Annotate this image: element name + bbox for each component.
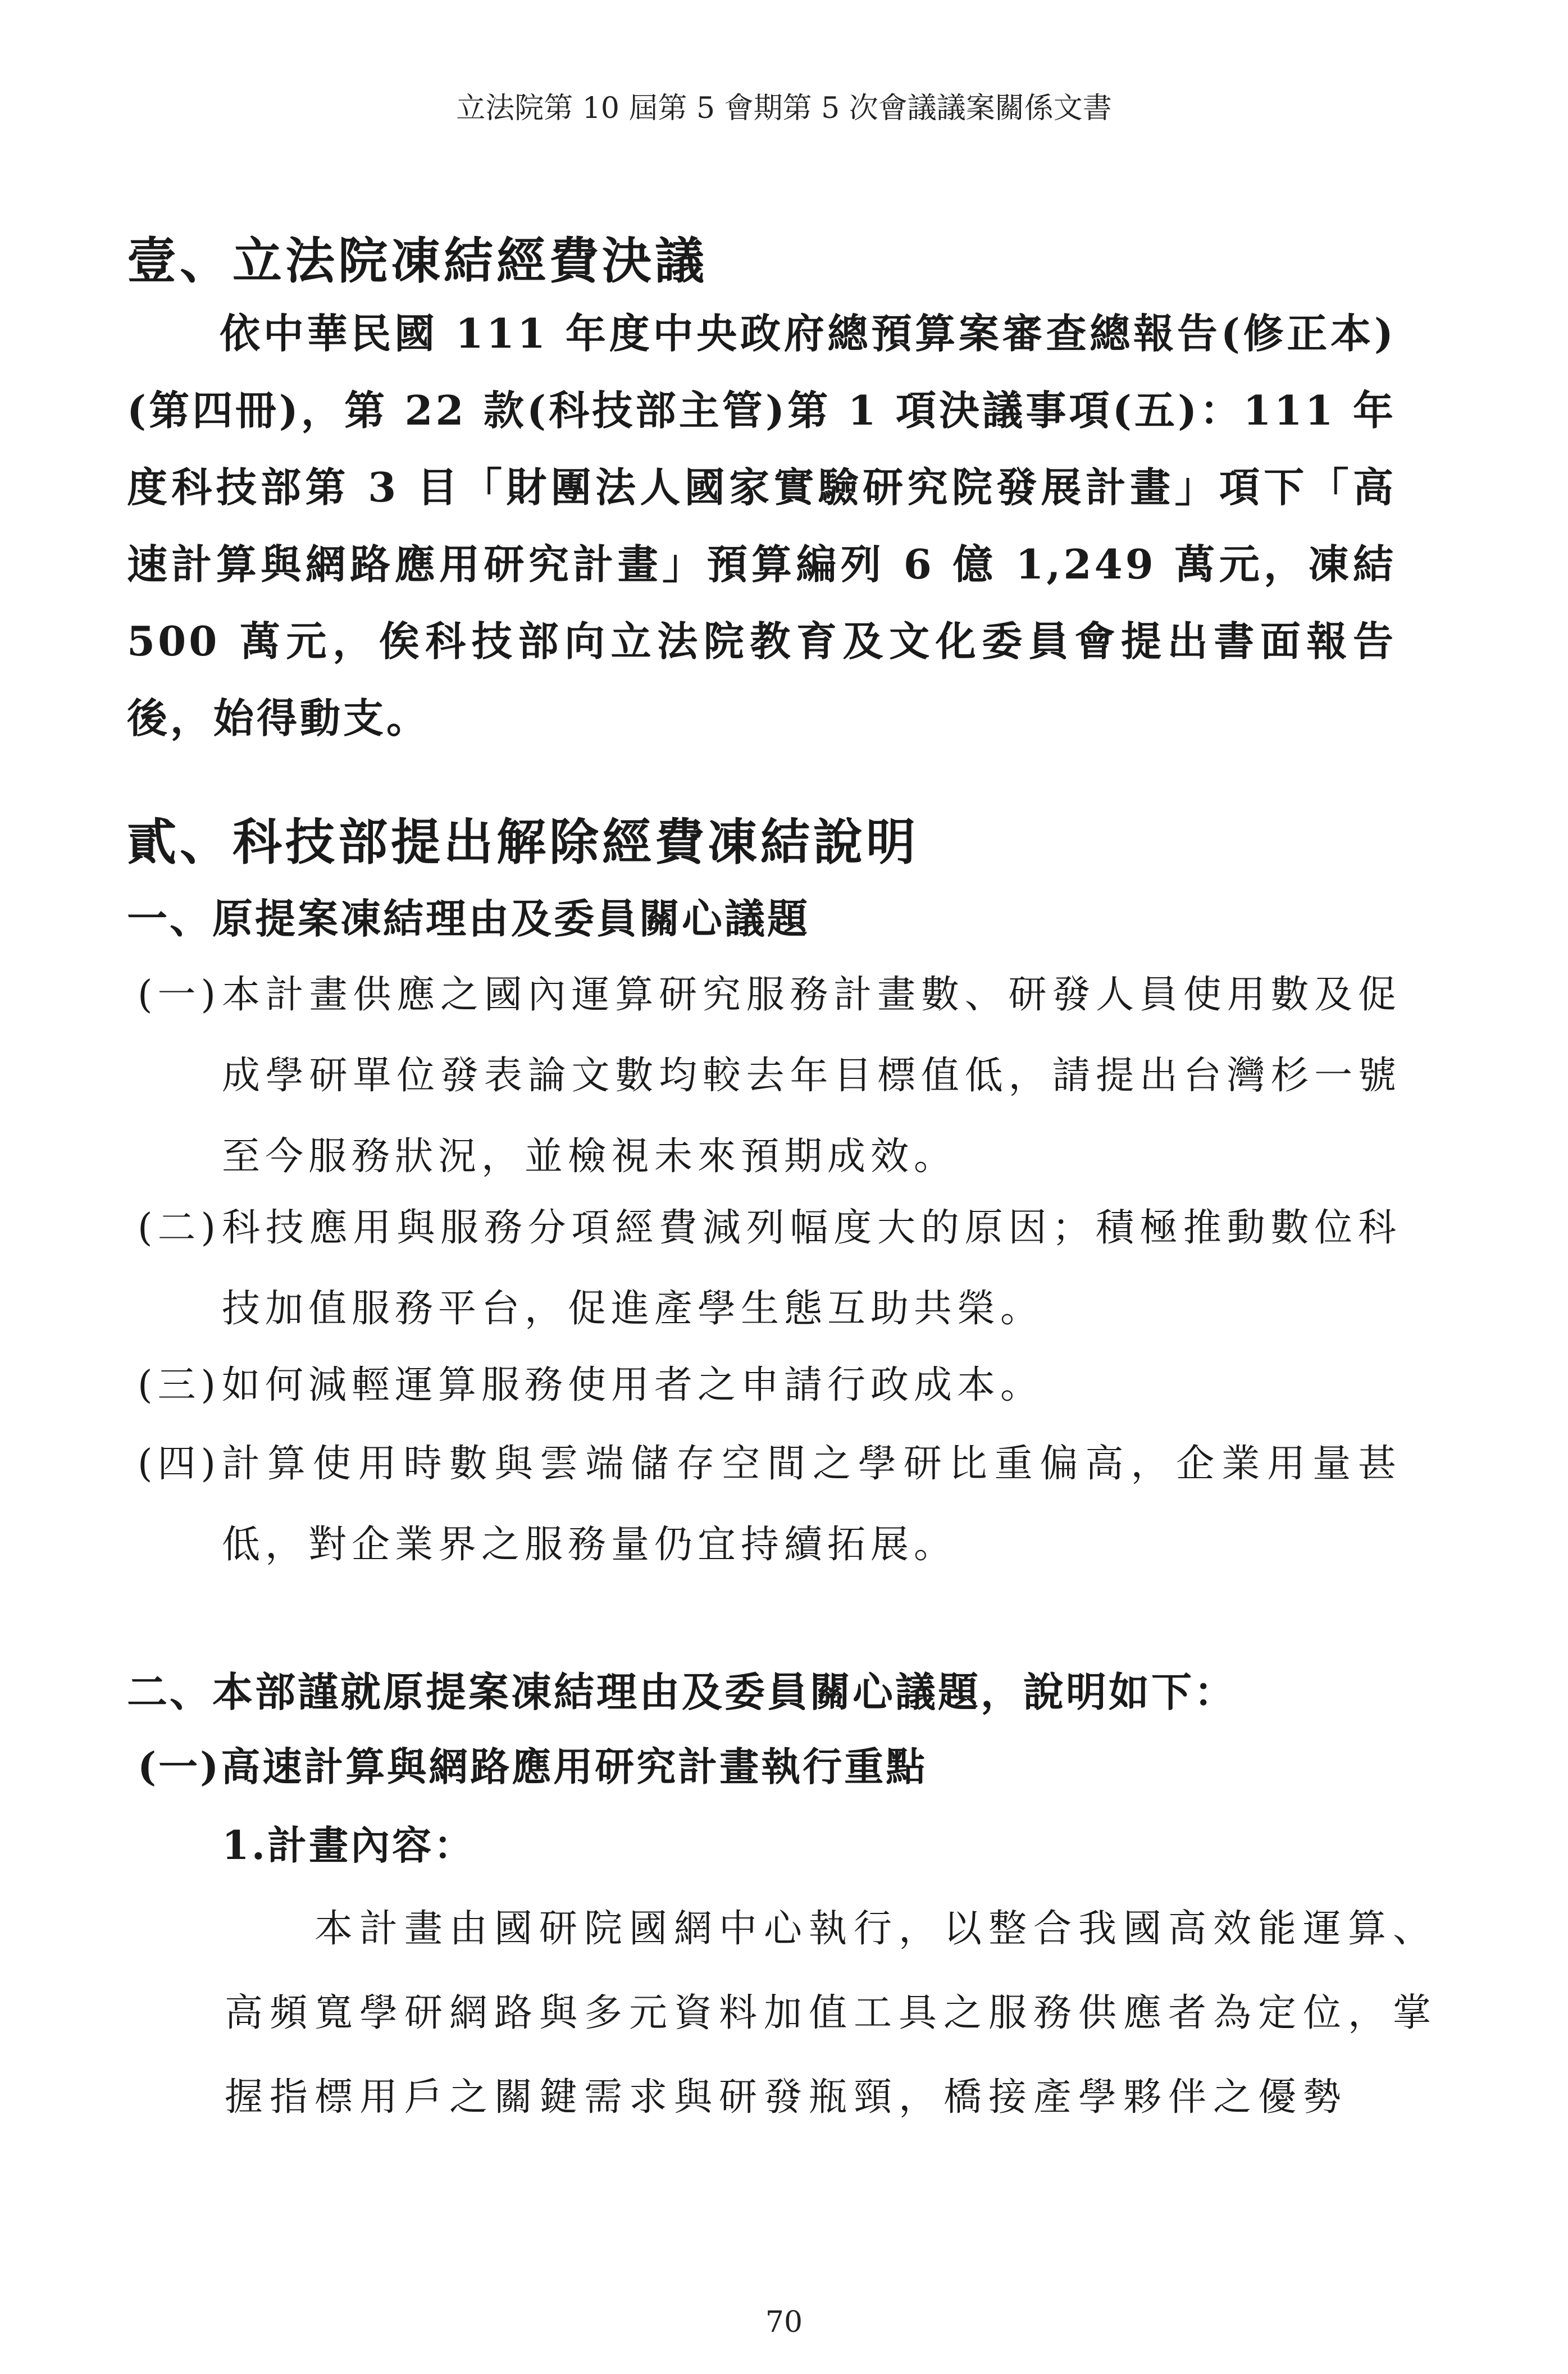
subsection-2-sub-heading: (一)高速計算與網路應用研究計畫執行重點 xyxy=(138,1743,928,1790)
section-2-heading: 貳、科技部提出解除經費凍結說明 xyxy=(127,813,919,871)
list-item-number: (三) xyxy=(138,1363,221,1407)
page-number: 70 xyxy=(765,2305,803,2339)
page-header: 立法院第 10 屆第 5 會期第 5 次會議議案關係文書 xyxy=(456,92,1112,125)
list-item-text: 本計畫供應之國內運算研究服務計畫數、研發人員使用數及促成學研單位發表論文數均較去年目標值低，請提出台灣杉一號至今服務狀況，並檢視未來預期成效。 xyxy=(222,973,1401,1179)
subsection-1-heading: 一、原提案凍結理由及委員關心議題 xyxy=(127,895,810,942)
subsection-2-heading: 二、本部謹就原提案凍結理由及委員關心議題，說明如下： xyxy=(127,1668,1237,1716)
point-heading: 1.計畫內容： xyxy=(222,1822,476,1869)
list-item-number: (二) xyxy=(138,1206,221,1250)
section-1-heading: 壹、立法院凍結經費決議 xyxy=(127,231,708,290)
section-1-paragraph: 依中華民國 111 年度中央政府總預算案審查總報告(修正本)(第四冊)，第 22 款(科技部主管)第 1 項決議事項(五)：111 年度科技部第 3 目「財團法人國家實驗研究院發展計畫」項下「高速計算與網路應用研究計畫」預算編列 6 億 1,249 萬元，凍結 500 萬元，俟科技部向立法院教育及文化委員會提出書面報告後，始得動支。 xyxy=(127,309,1396,742)
list-item xyxy=(138,1188,1401,1350)
list-item-text: 如何減輕運算服務使用者之申請行政成本。 xyxy=(222,1363,1044,1407)
list-item-number: (一) xyxy=(138,973,221,1017)
list-item xyxy=(138,1424,1401,1585)
plan-content-paragraph: 本計畫由國研院國網中心執行，以整合我國高效能運算、高頻寬學研網路與多元資料加值工具之服務供應者為定位，掌握指標用戶之關鍵需求與研發瓶頸，橋接產學夥伴之優勢 xyxy=(225,1907,1438,2120)
list-item xyxy=(138,1345,1401,1426)
list-item-text: 計算使用時數與雲端儲存空間之學研比重偏高，企業用量甚低，對企業界之服務量仍宜持續拓展。 xyxy=(222,1442,1401,1567)
list-item xyxy=(138,955,1401,1197)
list-item-text: 科技應用與服務分項經費減列幅度大的原因；積極推動數位科技加值服務平台，促進產學生態互助共榮。 xyxy=(222,1206,1401,1331)
list-item-number: (四) xyxy=(138,1442,221,1486)
